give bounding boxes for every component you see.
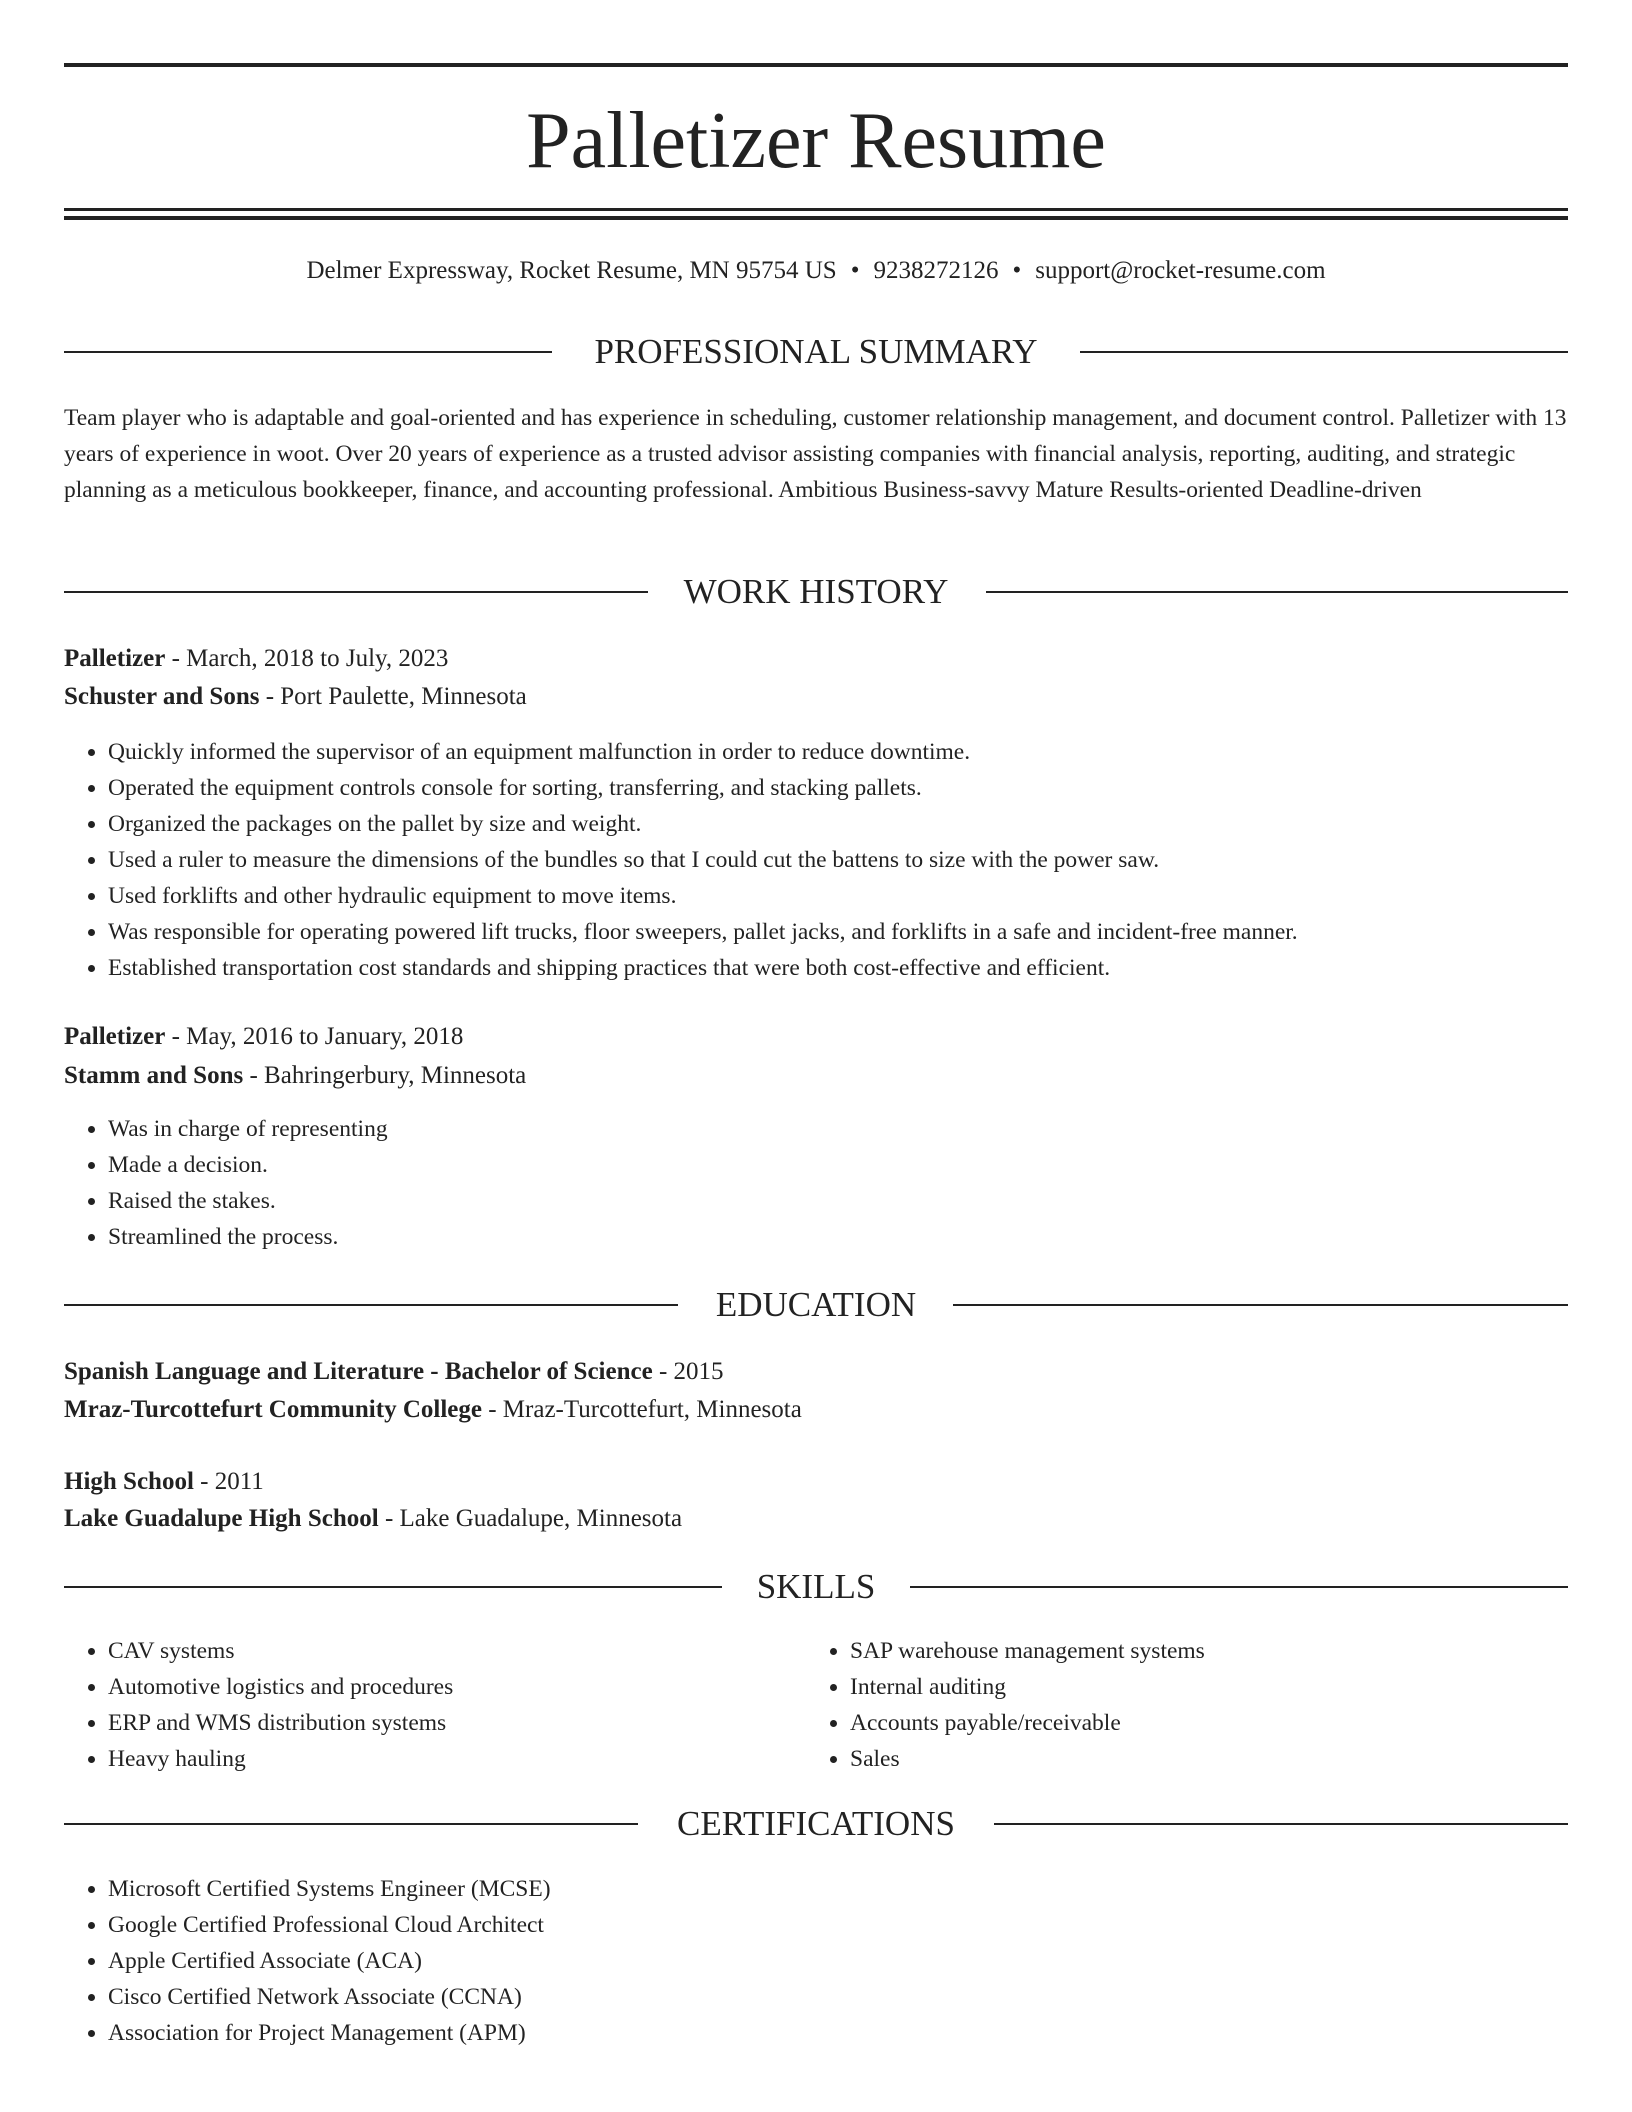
heading-rule-right — [910, 1586, 1568, 1588]
skills-list-right — [806, 1633, 1550, 1777]
top-rule — [64, 63, 1568, 67]
job-company: Stamm and Sons — [64, 1062, 244, 1089]
certifications-heading-text: CERTIFICATIONS — [677, 1804, 955, 1843]
education-degree: Spanish Language and Literature - Bachelor of Science — [64, 1358, 653, 1385]
job-dates: - March, 2018 to July, 2023 — [165, 645, 449, 672]
list-item: • Quickly informed the supervisor of an equipment malfunction in order to reduce downtime. — [108, 734, 1568, 770]
list-item: • CAV systems — [108, 1633, 808, 1669]
job-title-line — [64, 1020, 1568, 1054]
list-item: • Streamlined the process. — [108, 1219, 1568, 1255]
contact-phone[interactable]: 9238272126 — [873, 257, 999, 284]
list-item: • Internal auditing — [850, 1669, 1550, 1705]
list-item: • Used forklifts and other hydraulic equipment to move items. — [108, 878, 1568, 914]
job-title-line — [64, 642, 1568, 676]
heading-rule-right — [953, 1304, 1568, 1306]
education-year: - 2015 — [652, 1358, 724, 1385]
education-school: Lake Guadalupe High School — [64, 1505, 379, 1532]
job-duties-list — [64, 734, 1568, 986]
title-double-rule — [64, 208, 1568, 220]
list-item: • SAP warehouse management systems — [850, 1633, 1550, 1669]
list-item: • Was in charge of representing — [108, 1111, 1568, 1147]
contact-line — [64, 254, 1568, 288]
education-location: - Lake Guadalupe, Minnesota — [378, 1505, 683, 1532]
education-school-line — [64, 1502, 1568, 1536]
summary-text: Team player who is adaptable and goal-oriented and has experience in scheduling, customer relationship management, and document control. Palletizer with 13 years of experience in woot. Over 20 years of experience as a trusted advisor assisting companies with financial analysis, reporting, auditing, and strategic planning as a meticulous bookkeeper, finance, and accounting professional. Ambitious Business-savvy Mature Results-oriented Deadline-driven — [64, 405, 1567, 503]
summary-heading-text: PROFESSIONAL SUMMARY — [594, 332, 1038, 371]
job-title: Palletizer — [64, 1023, 166, 1050]
job-duties-list — [64, 1111, 1568, 1255]
education-degree-line — [64, 1465, 1568, 1499]
job-location: - Port Paulette, Minnesota — [259, 683, 527, 710]
list-item: • Sales — [850, 1741, 1550, 1777]
list-item: • Established transportation cost standards and shipping practices that were both cost-effective and efficient. — [108, 950, 1568, 986]
list-item: • Operated the equipment controls console for sorting, transferring, and stacking pallets. — [108, 770, 1568, 806]
skills-heading-text: SKILLS — [756, 1567, 876, 1606]
education-year: - 2011 — [193, 1468, 264, 1495]
list-item: • Apple Certified Associate (ACA) — [108, 1943, 1568, 1979]
resume-title: Palletizer Resume — [526, 97, 1106, 185]
job-company-line — [64, 680, 1568, 714]
list-item: • Was responsible for operating powered lift trucks, floor sweepers, pallet jacks, and forklifts in a safe and incident-free manner. — [108, 914, 1568, 950]
job-company-line — [64, 1059, 1568, 1093]
certifications-heading — [64, 1802, 1568, 1846]
list-item: • Raised the stakes. — [108, 1183, 1568, 1219]
job-location: - Bahringerbury, Minnesota — [243, 1062, 527, 1089]
job-company: Schuster and Sons — [64, 683, 260, 710]
education-degree-line — [64, 1355, 1568, 1389]
education-school: Mraz-Turcottefurt Community College — [64, 1396, 482, 1423]
heading-rule-right — [986, 591, 1568, 593]
skills-list-left — [64, 1633, 808, 1777]
list-item: • Automotive logistics and procedures — [108, 1669, 808, 1705]
list-item: • Used a ruler to measure the dimensions of the bundles so that I could cut the battens to size with the power saw. — [108, 842, 1568, 878]
education-degree: High School — [64, 1468, 194, 1495]
contact-separator: • — [850, 257, 860, 284]
job-title: Palletizer — [64, 645, 166, 672]
list-item: • Organized the packages on the pallet by size and weight. — [108, 806, 1568, 842]
work-history-heading — [64, 570, 1568, 614]
contact-separator: • — [1012, 257, 1022, 284]
list-item: • ERP and WMS distribution systems — [108, 1705, 808, 1741]
education-location: - Mraz-Turcottefurt, Minnesota — [481, 1396, 802, 1423]
list-item: • Microsoft Certified Systems Engineer (MCSE) — [108, 1871, 1568, 1907]
list-item: • Google Certified Professional Cloud Architect — [108, 1907, 1568, 1943]
education-heading-text: EDUCATION — [715, 1285, 917, 1324]
list-item: • Association for Project Management (APM) — [108, 2015, 1568, 2051]
education-school-line — [64, 1393, 1568, 1427]
heading-rule-right — [994, 1823, 1568, 1825]
list-item: • Accounts payable/receivable — [850, 1705, 1550, 1741]
education-heading — [64, 1283, 1568, 1327]
list-item: • Made a decision. — [108, 1147, 1568, 1183]
list-item: • Cisco Certified Network Associate (CCNA) — [108, 1979, 1568, 2015]
contact-email[interactable]: support@rocket-resume.com — [1035, 257, 1326, 284]
certifications-list — [64, 1871, 1568, 2051]
summary-heading — [64, 330, 1568, 374]
heading-rule-right — [1080, 351, 1568, 353]
job-dates: - May, 2016 to January, 2018 — [165, 1023, 464, 1050]
skills-heading — [64, 1565, 1568, 1609]
list-item: • Heavy hauling — [108, 1741, 808, 1777]
work-history-heading-text: WORK HISTORY — [683, 572, 949, 611]
contact-address: Delmer Expressway, Rocket Resume, MN 95754 US — [306, 257, 837, 284]
